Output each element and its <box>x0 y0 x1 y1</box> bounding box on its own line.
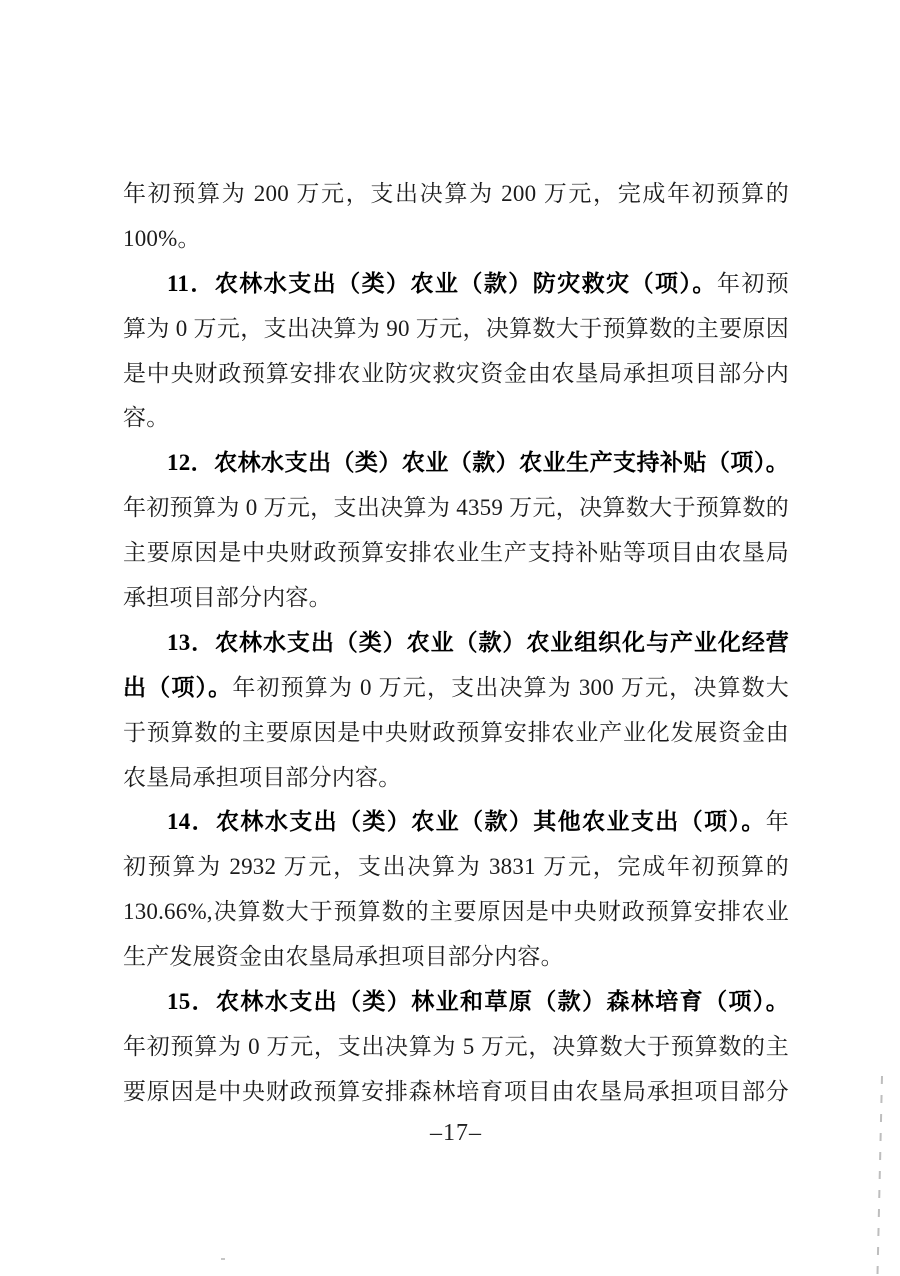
text-line <box>123 666 789 711</box>
body-segment: 130.66%,决算数大于预算数的主要原因是中央财政预算安排农业 <box>123 899 789 925</box>
body-segment: 农垦局承担项目部分内容。 <box>123 764 402 790</box>
text-line <box>123 396 789 441</box>
text-line <box>123 262 789 307</box>
text-line <box>123 1025 789 1070</box>
page-number: –17– <box>430 1120 482 1146</box>
body-segment: 生产发展资金由农垦局承担项目部分内容。 <box>123 944 564 970</box>
text-line <box>123 890 789 935</box>
body-segment: 初预算为 2932 万元，支出决算为 3831 万元，完成年初预算的 <box>123 854 789 880</box>
text-line <box>123 845 789 890</box>
heading-segment: 14．农林水支出（类）农业（款）其他农业支出（项）。 <box>167 809 766 835</box>
body-segment: 主要原因是中央财政预算安排农业生产支持补贴等项目由农垦局 <box>123 540 789 566</box>
text-line <box>123 576 789 621</box>
text-line <box>123 307 789 352</box>
text-line <box>123 441 789 486</box>
body-segment: 年初预算为 0 万元，支出决算为 5 万元，决算数大于预算数的主 <box>123 1033 789 1059</box>
body-segment: 要原因是中央财政预算安排森林培育项目由农垦局承担项目部分 <box>123 1078 789 1104</box>
heading-segment: 出（项）。 <box>123 674 233 700</box>
text-line <box>123 172 789 217</box>
body-segment: 年初预算为 200 万元，支出决算为 200 万元，完成年初预算的 <box>123 181 789 206</box>
heading-segment: 15．农林水支出（类）林业和草原（款）森林培育（项）。 <box>167 989 789 1015</box>
body-segment: 算为 0 万元，支出决算为 90 万元，决算数大于预算数的主要原因 <box>123 315 789 341</box>
text-line <box>123 800 789 845</box>
text-line <box>123 1070 789 1115</box>
heading-segment: 12．农林水支出（类）农业（款）农业生产支持补贴（项）。 <box>167 450 789 476</box>
text-line <box>123 980 789 1025</box>
body-segment: 100%。 <box>123 225 201 251</box>
heading-segment: 13．农林水支出（类）农业（款）农业组织化与产业化经营 <box>167 629 789 655</box>
text-line <box>123 352 789 397</box>
text-line <box>123 486 789 531</box>
body-segment: 年初预算为 0 万元，支出决算为 300 万元，决算数大 <box>232 674 790 700</box>
text-line <box>123 531 789 576</box>
text-line <box>123 756 789 801</box>
scan-artifact-line <box>876 1076 883 1276</box>
body-segment: 于预算数的主要原因是中央财政预算安排农业产业化发展资金由 <box>123 719 789 745</box>
text-line <box>123 621 789 666</box>
body-segment: 年 <box>765 809 789 835</box>
text-line <box>123 711 789 756</box>
text-line <box>123 217 789 262</box>
body-segment: 年初预算为 0 万元，支出决算为 4359 万元，决算数大于预算数的 <box>123 495 789 521</box>
body-segment: 年初预 <box>716 270 789 296</box>
body-segment: 是中央财政预算安排农业防灾救灾资金由农垦局承担项目部分内 <box>123 360 789 386</box>
body-segment: 容。 <box>123 405 170 431</box>
body-segment: 承担项目部分内容。 <box>123 585 332 611</box>
heading-segment: 11．农林水支出（类）农业（款）防灾救灾（项）。 <box>167 270 717 296</box>
text-line <box>123 935 789 980</box>
document-body <box>123 172 789 1115</box>
scan-artifact-speck <box>221 1258 225 1260</box>
